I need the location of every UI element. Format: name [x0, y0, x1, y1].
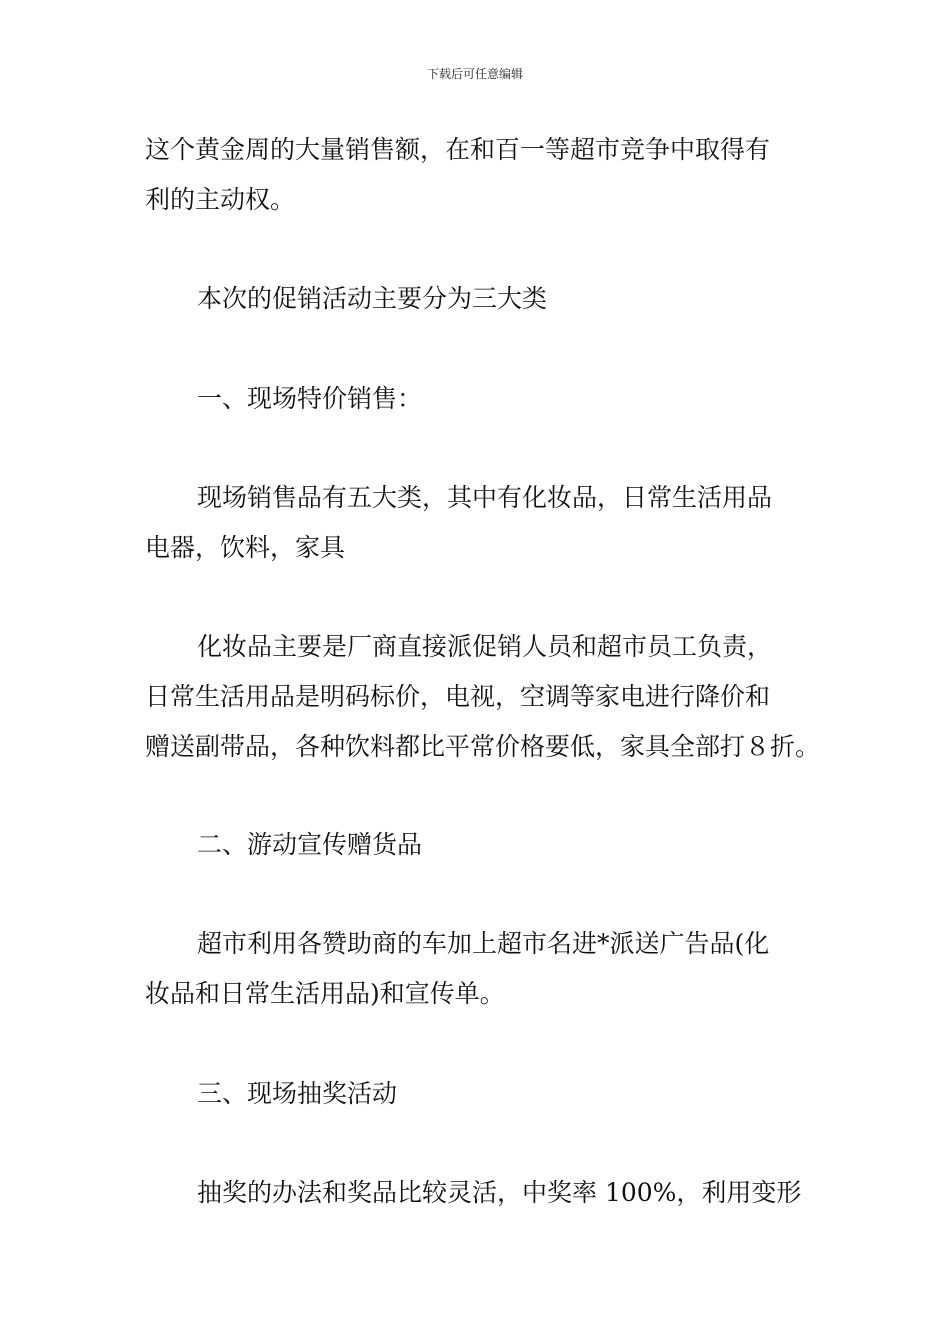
- paragraph-line: 抽奖的办法和奖品比较灵活，中奖率 100%，利用变形: [197, 1178, 802, 1207]
- heading-line: 二、游动宣传赠货品: [197, 830, 423, 859]
- section-heading-2: [145, 820, 815, 870]
- paragraph-line: 利的主动权。: [145, 185, 296, 214]
- paragraph-5: [145, 622, 821, 772]
- paragraph-line: 化妆品主要是厂商直接派促销人员和超市员工负责，: [197, 632, 773, 661]
- section-heading-1: [145, 374, 815, 424]
- heading-line: 一、现场特价销售：: [197, 384, 423, 413]
- header-note: 下载后可任意编辑: [426, 67, 523, 81]
- paragraph-4: [145, 473, 815, 573]
- paragraph-7: [145, 919, 815, 1019]
- paragraph-line: 这个黄金周的大量销售额，在和百一等超市竞争中取得有: [145, 135, 771, 164]
- paragraph-line: 本次的促销活动主要分为三大类: [197, 284, 548, 313]
- heading-line: 三、现场抽奖活动: [197, 1079, 398, 1108]
- paragraph-line: 电器，饮料，家具: [145, 533, 346, 562]
- paragraph-line: 超市利用各赞助商的车加上超市名进*派送广告品(化: [197, 929, 770, 958]
- section-heading-3: [145, 1069, 815, 1119]
- paragraph-9: [145, 1168, 815, 1218]
- paragraph-line: 现场销售品有五大类，其中有化妆品，日常生活用品: [197, 483, 773, 512]
- paragraph-line: 妆品和日常生活用品)和宣传单。: [145, 979, 505, 1008]
- paragraph-2: [145, 274, 815, 324]
- paragraph-1: [145, 125, 815, 225]
- paragraph-line: 赠送副带品，各种饮料都比平常价格要低，家具全部打８折。: [145, 732, 821, 761]
- paragraph-line: 日常生活用品是明码标价，电视，空调等家电进行降价和: [145, 682, 771, 711]
